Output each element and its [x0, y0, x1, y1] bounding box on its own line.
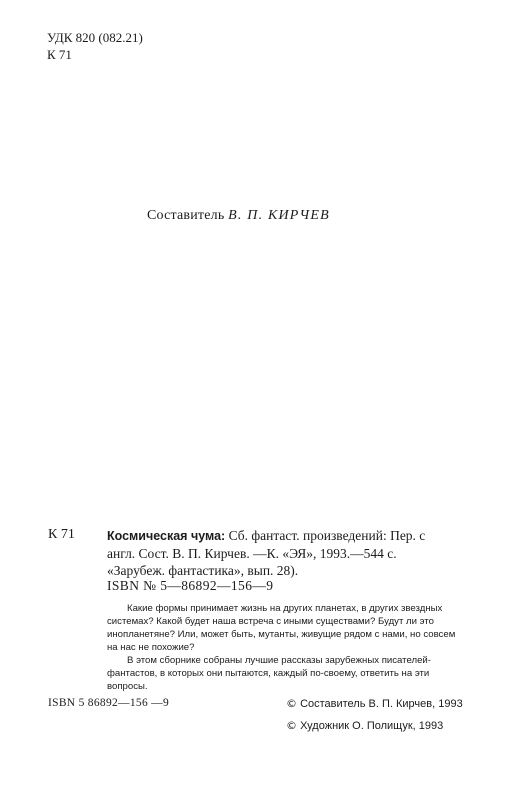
- compiler-line: [147, 208, 330, 224]
- copyright-icon: ©: [286, 719, 297, 732]
- copyright-compiler-text: Составитель В. П. Кирчев, 1993: [300, 698, 463, 710]
- compiler-name: В. П. КИРЧЕВ: [228, 208, 330, 223]
- copyright-compiler: [286, 697, 463, 710]
- isbn-number: ISBN № 5—86892—156—9: [107, 578, 274, 593]
- annotation-paragraph-1: Какие формы принимает жизнь на других планетах, в других звездных системах? Какой будет наша встреча с иными существами? Будут ли это инопланетяне? Или, может быть, мутанты, живущие рядом с нами, но совсем на нас не похожие?: [107, 603, 456, 653]
- udk-code: УДК 820 (082.21): [47, 30, 143, 45]
- compiler-label: Составитель: [147, 208, 225, 223]
- bibliographic-details: Сб. фантаст. произведений: Пер. с англ. Сост. В. П. Кирчев. —К. «ЭЯ», 1993.—544 с. «Зарубеж. фантастика», вып. 28).: [107, 528, 426, 578]
- annotation-paragraph-2: В этом сборнике собраны лучшие рассказы зарубежных писателей-фантастов, в которых они пытаются, каждый по-своему, ответить на эти вопросы.: [107, 655, 431, 692]
- udk-index: К 71: [47, 47, 72, 62]
- copyright-artist: [286, 719, 443, 732]
- bibliographic-description: [107, 527, 447, 579]
- annotation: [107, 602, 465, 693]
- copyright-artist-text: Художник О. Полищук, 1993: [300, 720, 444, 732]
- book-title: Космическая чума:: [107, 529, 226, 543]
- udk-block: [47, 29, 143, 63]
- copyright-icon: ©: [286, 697, 297, 710]
- footer-isbn: ISBN 5 86892—156 —9: [48, 697, 170, 709]
- catalog-index: К 71: [48, 527, 75, 542]
